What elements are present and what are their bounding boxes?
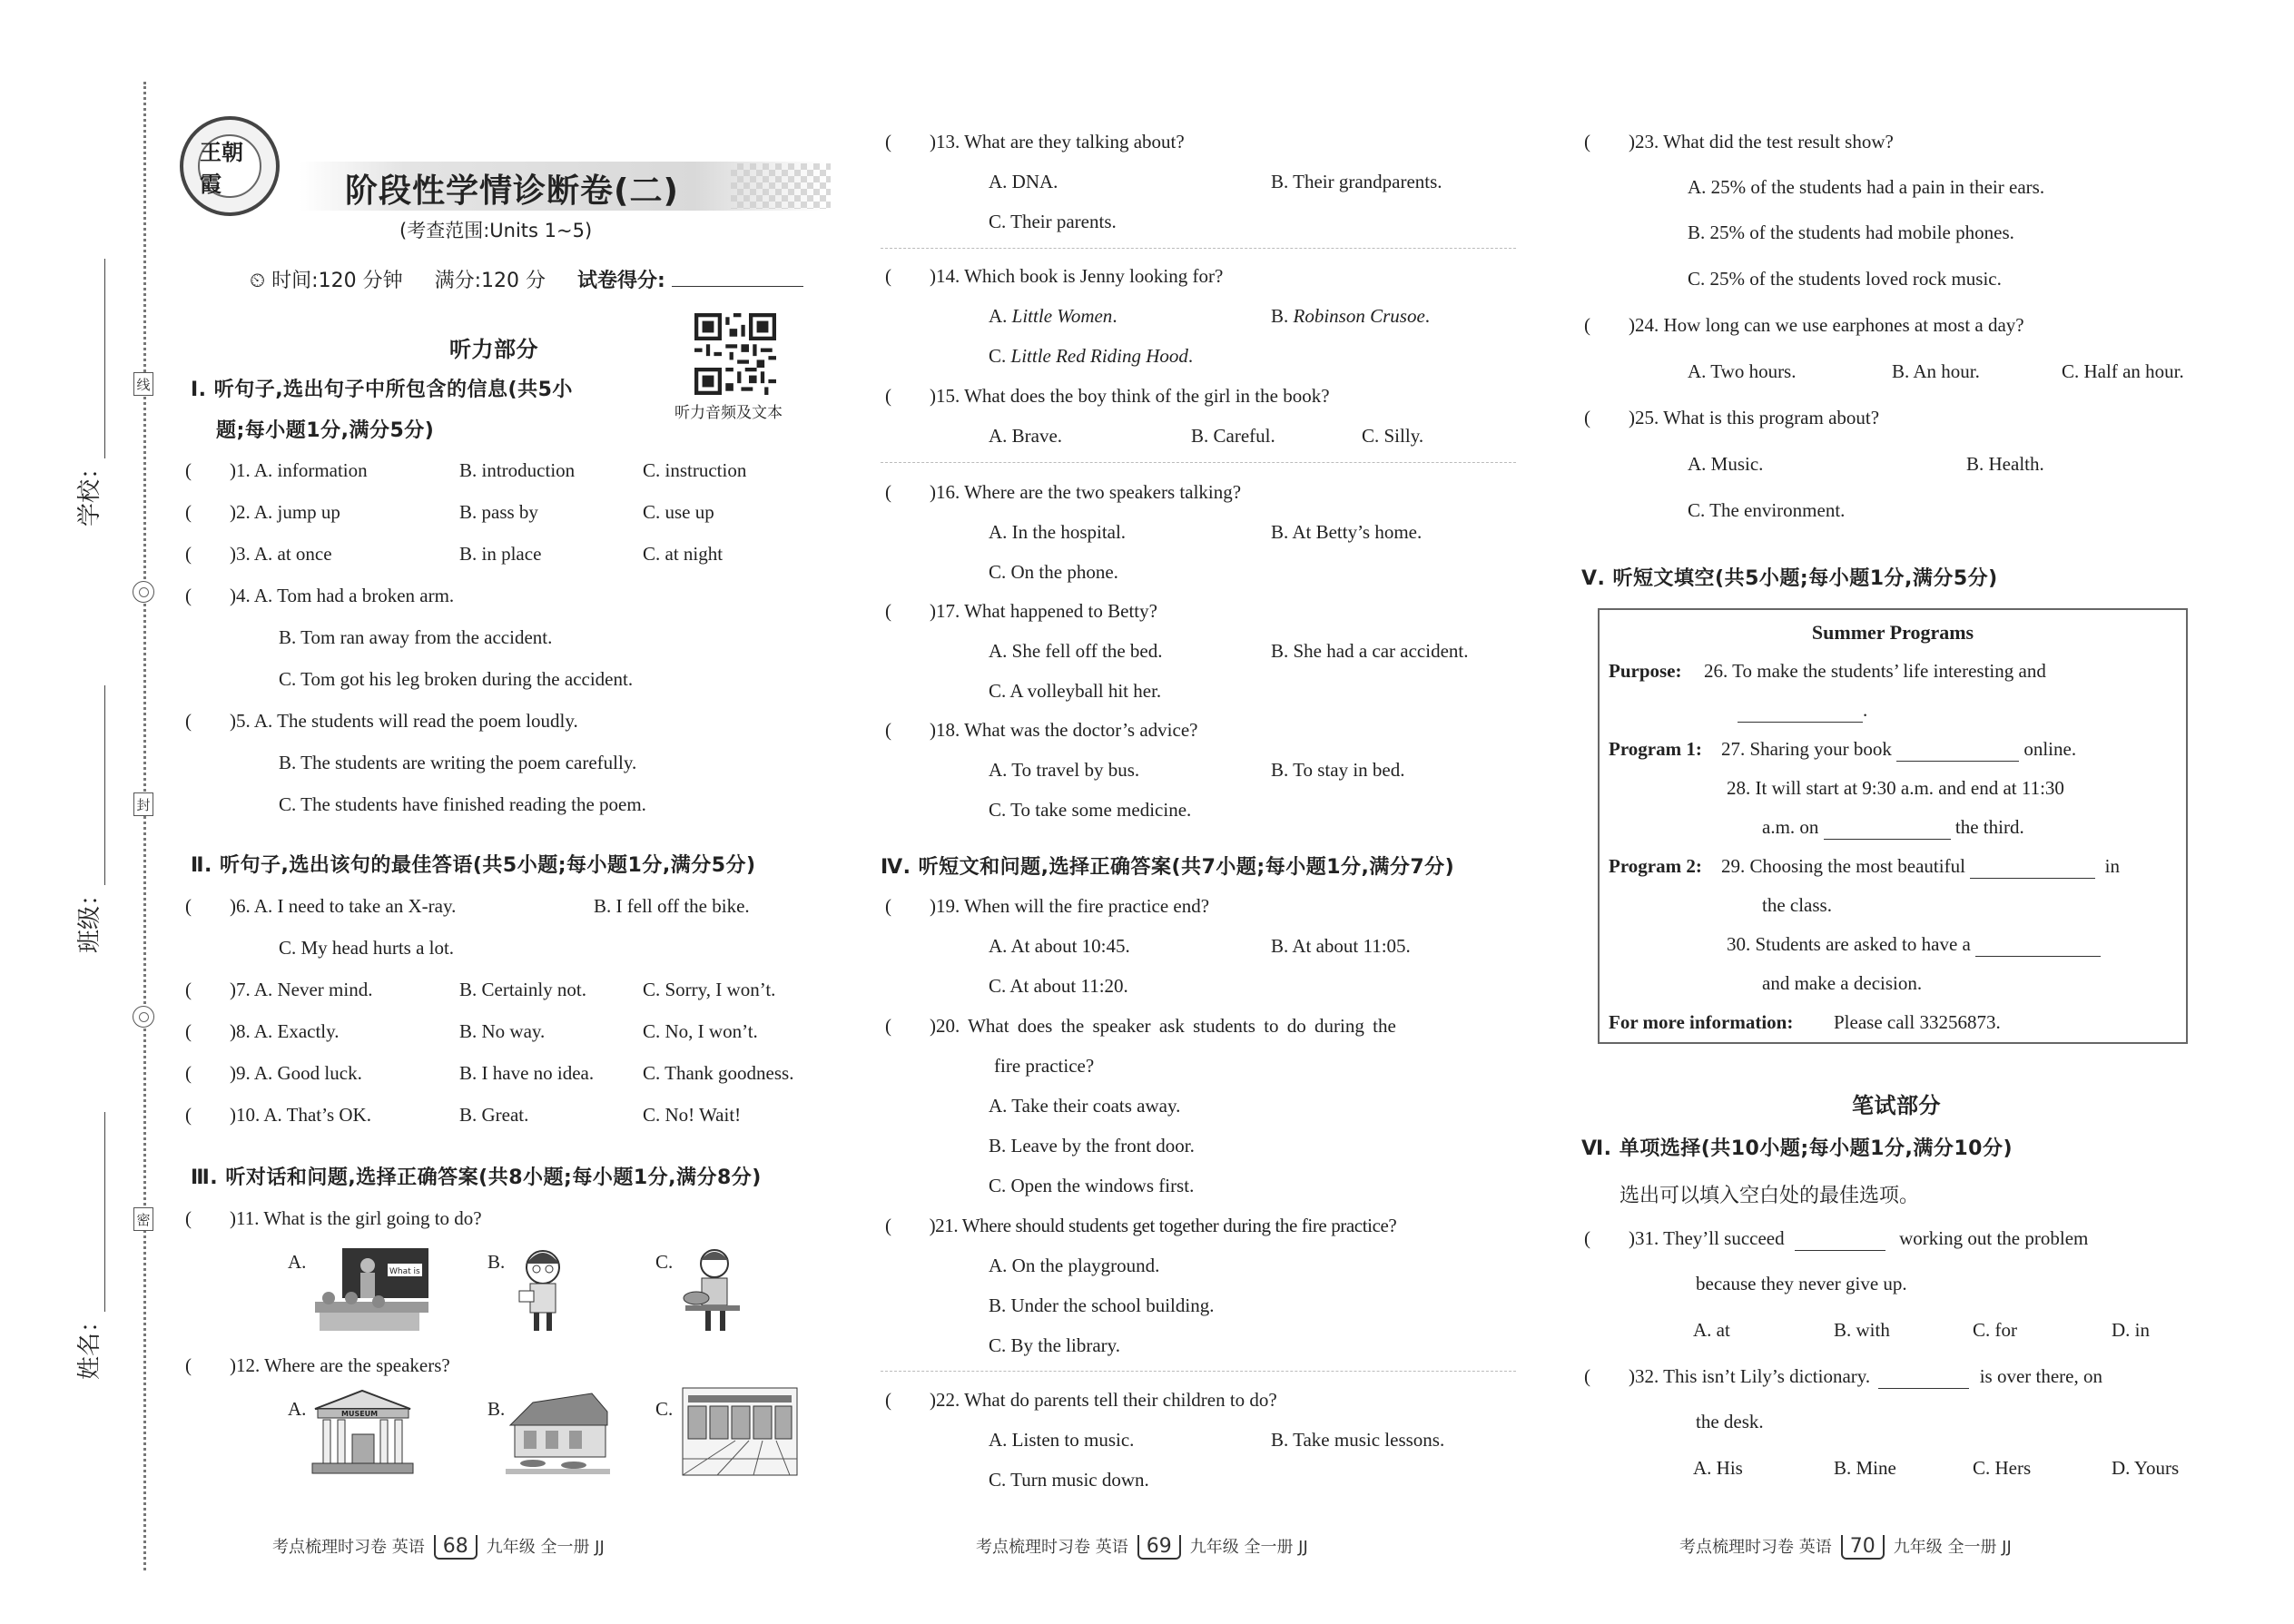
- q11-girl-reading-image: [507, 1242, 579, 1333]
- q31-blank[interactable]: [1795, 1227, 1885, 1251]
- page-number: 69: [1137, 1535, 1181, 1560]
- q18-option-c[interactable]: C. To take some medicine.: [989, 799, 1192, 821]
- q23-option-c[interactable]: C. 25% of the students loved rock music.: [1688, 268, 2002, 290]
- binding-hole-icon: [133, 1006, 154, 1028]
- q11-option-b[interactable]: B.: [487, 1251, 506, 1273]
- section-4-title: Ⅳ. 听短文和问题,选择正确答案(共7小题;每小题1分,满分7分): [881, 856, 1455, 879]
- q11-girl-cooking-image: [676, 1242, 749, 1333]
- footer-page-69: 考点梳理时习卷 英语 69 九年级 全一册 JJ: [976, 1535, 1308, 1558]
- q6-option-c[interactable]: C. My head hurts a lot.: [279, 937, 455, 959]
- item-26-text: 26. To make the students’ life interesting and: [1704, 660, 2046, 682]
- question-14: ( )14. Which book is Jenny looking for?: [885, 265, 1224, 287]
- q25-option-b[interactable]: B. Health.: [1966, 453, 2044, 475]
- q22-option-a[interactable]: A. Listen to music.: [989, 1429, 1135, 1451]
- q17-option-b[interactable]: B. She had a car accident.: [1271, 640, 1469, 662]
- question-19: ( )19. When will the fire practice end?: [885, 895, 1210, 917]
- binding-dotted-line: [143, 82, 146, 1570]
- qr-code-icon[interactable]: [694, 313, 776, 395]
- q21-option-a[interactable]: A. On the playground.: [989, 1255, 1160, 1276]
- q11-option-a[interactable]: A.: [288, 1251, 307, 1273]
- q21-option-c[interactable]: C. By the library.: [989, 1334, 1121, 1356]
- q5-option-c[interactable]: C. The students have finished reading the poem.: [279, 793, 646, 815]
- q31-option-d[interactable]: D. in: [2112, 1319, 2150, 1341]
- q16-option-b[interactable]: B. At Betty’s home.: [1271, 521, 1423, 543]
- question-17: ( )17. What happened to Betty?: [885, 600, 1157, 622]
- info-text: Please call 33256873.: [1834, 1011, 2001, 1033]
- q12-library-image: [681, 1386, 799, 1477]
- q16-option-a[interactable]: A. In the hospital.: [989, 521, 1127, 543]
- question-9: ( )9. A. Good luck.: [185, 1062, 362, 1084]
- section-6-instruction: 选出可以填入空白处的最佳选项。: [1620, 1185, 1920, 1207]
- question-20: ( )20. What does the speaker ask students to do during the: [885, 1015, 1396, 1037]
- column-1: [172, 0, 840, 1624]
- question-11: ( )11. What is the girl going to do?: [185, 1207, 482, 1229]
- item-30-blank[interactable]: [1975, 933, 2101, 957]
- class-field[interactable]: [104, 685, 105, 885]
- binding-strip: [0, 0, 163, 1624]
- q32-option-a[interactable]: A. His: [1693, 1457, 1743, 1479]
- q5-option-b[interactable]: B. The students are writing the poem carefully.: [279, 752, 637, 773]
- q31-option-b[interactable]: B. with: [1834, 1319, 1890, 1341]
- footer-page-70: 考点梳理时习卷 英语 70 九年级 全一册 JJ: [1679, 1535, 2012, 1558]
- divider: [881, 1371, 1516, 1372]
- q2-option-c[interactable]: C. use up: [643, 501, 714, 523]
- question-20-cont: fire practice?: [994, 1055, 1095, 1077]
- section-2-title: Ⅱ. 听句子,选出该句的最佳答语(共5小题;每小题1分,满分5分): [191, 854, 756, 877]
- item-28: a.m. on the third.: [1762, 816, 2024, 838]
- question-1: ( )1. A. information: [185, 459, 368, 481]
- item-29: 29. Choosing the most beautiful in: [1721, 855, 2120, 877]
- paper-score-label: 试卷得分:: [576, 270, 665, 292]
- question-3: ( )3. A. at once: [185, 543, 332, 565]
- question-31-cont: because they never give up.: [1696, 1273, 1907, 1294]
- q32-option-b[interactable]: B. Mine: [1834, 1457, 1896, 1479]
- summer-programs-box: [1598, 608, 2188, 1044]
- q4-option-c[interactable]: C. Tom got his leg broken during the accident.: [279, 668, 634, 690]
- column-2: [871, 0, 1525, 1624]
- item-27-blank[interactable]: [1896, 738, 2019, 762]
- question-18: ( )18. What was the doctor’s advice?: [885, 719, 1198, 741]
- item-27: 27. Sharing your book online.: [1721, 738, 2077, 760]
- q13-option-b[interactable]: B. Their grandparents.: [1271, 171, 1442, 192]
- q3-option-c[interactable]: C. at night: [643, 543, 724, 565]
- item-30-cont: and make a decision.: [1762, 972, 1923, 994]
- q17-option-a[interactable]: A. She fell off the bed.: [989, 640, 1163, 662]
- q14-option-c[interactable]: C. Little Red Riding Hood.: [989, 345, 1194, 367]
- brand-logo: 王朝霞: [180, 116, 280, 216]
- q19-option-a[interactable]: A. At about 10:45.: [989, 935, 1130, 957]
- item-29-cont: the class.: [1762, 894, 1832, 916]
- q8-option-b[interactable]: B. No way.: [459, 1020, 546, 1042]
- paper-score-field[interactable]: [672, 286, 803, 287]
- q20-option-a[interactable]: A. Take their coats away.: [989, 1095, 1181, 1117]
- footer-page-68: 考点梳理时习卷 英语 68 九年级 全一册 JJ: [272, 1535, 605, 1558]
- q13-option-a[interactable]: A. DNA.: [989, 171, 1058, 192]
- q4-option-b[interactable]: B. Tom ran away from the accident.: [279, 626, 553, 648]
- q19-option-c[interactable]: C. At about 11:20.: [989, 975, 1128, 997]
- paper-title: 阶段性学情诊断卷(二): [345, 172, 679, 210]
- q6-option-b[interactable]: B. I fell off the bike.: [594, 895, 750, 917]
- q21-option-b[interactable]: B. Under the school building.: [989, 1294, 1215, 1316]
- qr-caption: 听力音频及文本: [674, 404, 783, 422]
- name-field[interactable]: [104, 1112, 105, 1312]
- section-1-title-cont: 题;每小题1分,满分5分): [216, 419, 435, 442]
- class-label: 班级：: [76, 881, 103, 953]
- item-29-blank[interactable]: [1970, 855, 2095, 879]
- q12-option-b[interactable]: B.: [487, 1398, 506, 1420]
- q23-option-b[interactable]: B. 25% of the students had mobile phones.: [1688, 221, 2014, 243]
- q12-option-c[interactable]: C.: [655, 1398, 674, 1420]
- q15-option-c[interactable]: C. Silly.: [1362, 425, 1424, 447]
- section-3-title: Ⅲ. 听对话和问题,选择正确答案(共8小题;每小题1分,满分8分): [191, 1166, 762, 1189]
- binding-mark-feng: 封: [133, 792, 153, 816]
- question-7: ( )7. A. Never mind.: [185, 979, 373, 1000]
- purpose-label: Purpose:: [1609, 660, 1682, 682]
- q20-option-b[interactable]: B. Leave by the front door.: [989, 1135, 1195, 1156]
- q31-option-a[interactable]: A. at: [1693, 1319, 1730, 1341]
- q24-option-b[interactable]: B. An hour.: [1892, 360, 1980, 382]
- question-32: ( )32. This isn’t Lily’s dictionary. is over there, on: [1584, 1365, 2102, 1387]
- name-label: 姓名：: [76, 1308, 103, 1380]
- q24-option-a[interactable]: A. Two hours.: [1688, 360, 1797, 382]
- question-31: ( )31. They’ll succeed working out the problem: [1584, 1227, 2089, 1249]
- q12-museum-image: [310, 1389, 415, 1475]
- q25-option-c[interactable]: C. The environment.: [1688, 499, 1846, 521]
- q2-option-b[interactable]: B. pass by: [459, 501, 538, 523]
- q20-option-c[interactable]: C. Open the windows first.: [989, 1175, 1195, 1196]
- q1-option-b[interactable]: B. introduction: [459, 459, 576, 481]
- q9-option-b[interactable]: B. I have no idea.: [459, 1062, 595, 1084]
- question-10: ( )10. A. That’s OK.: [185, 1104, 371, 1126]
- q7-option-c[interactable]: C. Sorry, I won’t.: [643, 979, 776, 1000]
- q23-option-a[interactable]: A. 25% of the students had a pain in their ears.: [1688, 176, 2045, 198]
- question-6: ( )6. A. I need to take an X-ray.: [185, 895, 457, 917]
- question-23: ( )23. What did the test result show?: [1584, 131, 1894, 153]
- question-25: ( )25. What is this program about?: [1584, 407, 1880, 428]
- section-6-title: Ⅵ. 单项选择(共10小题;每小题1分,满分10分): [1581, 1137, 2013, 1160]
- q25-option-a[interactable]: A. Music.: [1688, 453, 1764, 475]
- q32-option-d[interactable]: D. Yours: [2112, 1457, 2180, 1479]
- question-15: ( )15. What does the boy think of the girl in the book?: [885, 385, 1330, 407]
- item-30: 30. Students are asked to have a: [1727, 933, 2101, 957]
- q15-option-b[interactable]: B. Careful.: [1191, 425, 1275, 447]
- q8-option-c[interactable]: C. No, I won’t.: [643, 1020, 758, 1042]
- q3-option-b[interactable]: B. in place: [459, 543, 542, 565]
- column-3: [1570, 0, 2224, 1624]
- divider: [881, 462, 1516, 463]
- info-label: For more information:: [1609, 1011, 1794, 1033]
- program-1-label: Program 1:: [1609, 738, 1702, 760]
- question-12: ( )12. Where are the speakers?: [185, 1354, 450, 1376]
- q22-option-c[interactable]: C. Turn music down.: [989, 1469, 1149, 1491]
- q31-option-c[interactable]: C. for: [1973, 1319, 2017, 1341]
- binding-mark-mi: 密: [133, 1207, 153, 1231]
- q22-option-b[interactable]: B. Take music lessons.: [1271, 1429, 1445, 1451]
- q15-option-a[interactable]: A. Brave.: [989, 425, 1063, 447]
- page-number: 70: [1841, 1535, 1885, 1560]
- clock-icon: ⏲: [250, 270, 266, 292]
- q17-option-c[interactable]: C. A volleyball hit her.: [989, 680, 1162, 702]
- question-22: ( )22. What do parents tell their children to do?: [885, 1389, 1277, 1411]
- q7-option-b[interactable]: B. Certainly not.: [459, 979, 586, 1000]
- question-32-cont: the desk.: [1696, 1411, 1764, 1432]
- q14-option-a[interactable]: A. Little Women.: [989, 305, 1117, 327]
- page-number: 68: [434, 1535, 478, 1560]
- question-13: ( )13. What are they talking about?: [885, 131, 1185, 153]
- q1-option-c[interactable]: C. instruction: [643, 459, 747, 481]
- question-5: ( )5. A. The students will read the poem loudly.: [185, 710, 578, 732]
- q9-option-c[interactable]: C. Thank goodness.: [643, 1062, 794, 1084]
- question-8: ( )8. A. Exactly.: [185, 1020, 340, 1042]
- q13-option-c[interactable]: C. Their parents.: [989, 211, 1117, 232]
- paper-meta: [250, 265, 803, 293]
- divider: [881, 248, 1516, 249]
- q16-option-c[interactable]: C. On the phone.: [989, 561, 1118, 583]
- binding-hole-icon: [133, 581, 154, 603]
- q32-blank[interactable]: [1878, 1365, 1969, 1389]
- q11-classroom-image: [315, 1245, 433, 1332]
- q12-option-a[interactable]: A.: [288, 1398, 307, 1420]
- title-decoration: [731, 163, 831, 209]
- q14-option-b[interactable]: B. Robinson Crusoe.: [1271, 305, 1431, 327]
- q12-outdoor-cafe-image: [506, 1389, 610, 1475]
- item-28-text: 28. It will start at 9:30 a.m. and end at 11:30: [1727, 777, 2064, 799]
- section-5-title: Ⅴ. 听短文填空(共5小题;每小题1分,满分5分): [1581, 567, 1998, 590]
- question-24: ( )24. How long can we use earphones at most a day?: [1584, 314, 2024, 336]
- question-21: ( )21. Where should students get together during the fire practice?: [885, 1215, 1397, 1236]
- q18-option-a[interactable]: A. To travel by bus.: [989, 759, 1140, 781]
- q32-option-c[interactable]: C. Hers: [1973, 1457, 2032, 1479]
- q10-option-b[interactable]: B. Great.: [459, 1104, 529, 1126]
- svg-text:What is: What is: [389, 1267, 420, 1276]
- q11-option-c[interactable]: C.: [655, 1251, 674, 1273]
- q18-option-b[interactable]: B. To stay in bed.: [1271, 759, 1405, 781]
- paper-scope: (考查范围:Units 1~5): [399, 220, 593, 241]
- q10-option-c[interactable]: C. No! Wait!: [643, 1104, 742, 1126]
- time-label: 时间:120 分钟: [271, 270, 403, 292]
- binding-mark-xian: 线: [133, 372, 153, 396]
- school-label: 学校：: [76, 455, 103, 527]
- question-4: ( )4. A. Tom had a broken arm.: [185, 585, 455, 606]
- svg-text:MUSEUM: MUSEUM: [341, 1410, 379, 1418]
- item-28-blank[interactable]: [1824, 816, 1951, 840]
- score-label: 满分:120 分: [434, 270, 546, 292]
- listening-title: 听力部分: [449, 337, 538, 362]
- q24-option-c[interactable]: C. Half an hour.: [2062, 360, 2184, 382]
- item-26-blank[interactable]: .: [1738, 699, 1867, 723]
- written-part-title: 笔试部分: [1852, 1093, 1941, 1118]
- section-1-title: Ⅰ. 听句子,选出句子中所包含的信息(共5小: [191, 379, 573, 401]
- box-title: Summer Programs: [1811, 621, 1974, 644]
- q19-option-b[interactable]: B. At about 11:05.: [1271, 935, 1411, 957]
- question-16: ( )16. Where are the two speakers talking?: [885, 481, 1242, 503]
- program-2-label: Program 2:: [1609, 855, 1702, 877]
- school-field[interactable]: [104, 259, 105, 458]
- question-2: ( )2. A. jump up: [185, 501, 340, 523]
